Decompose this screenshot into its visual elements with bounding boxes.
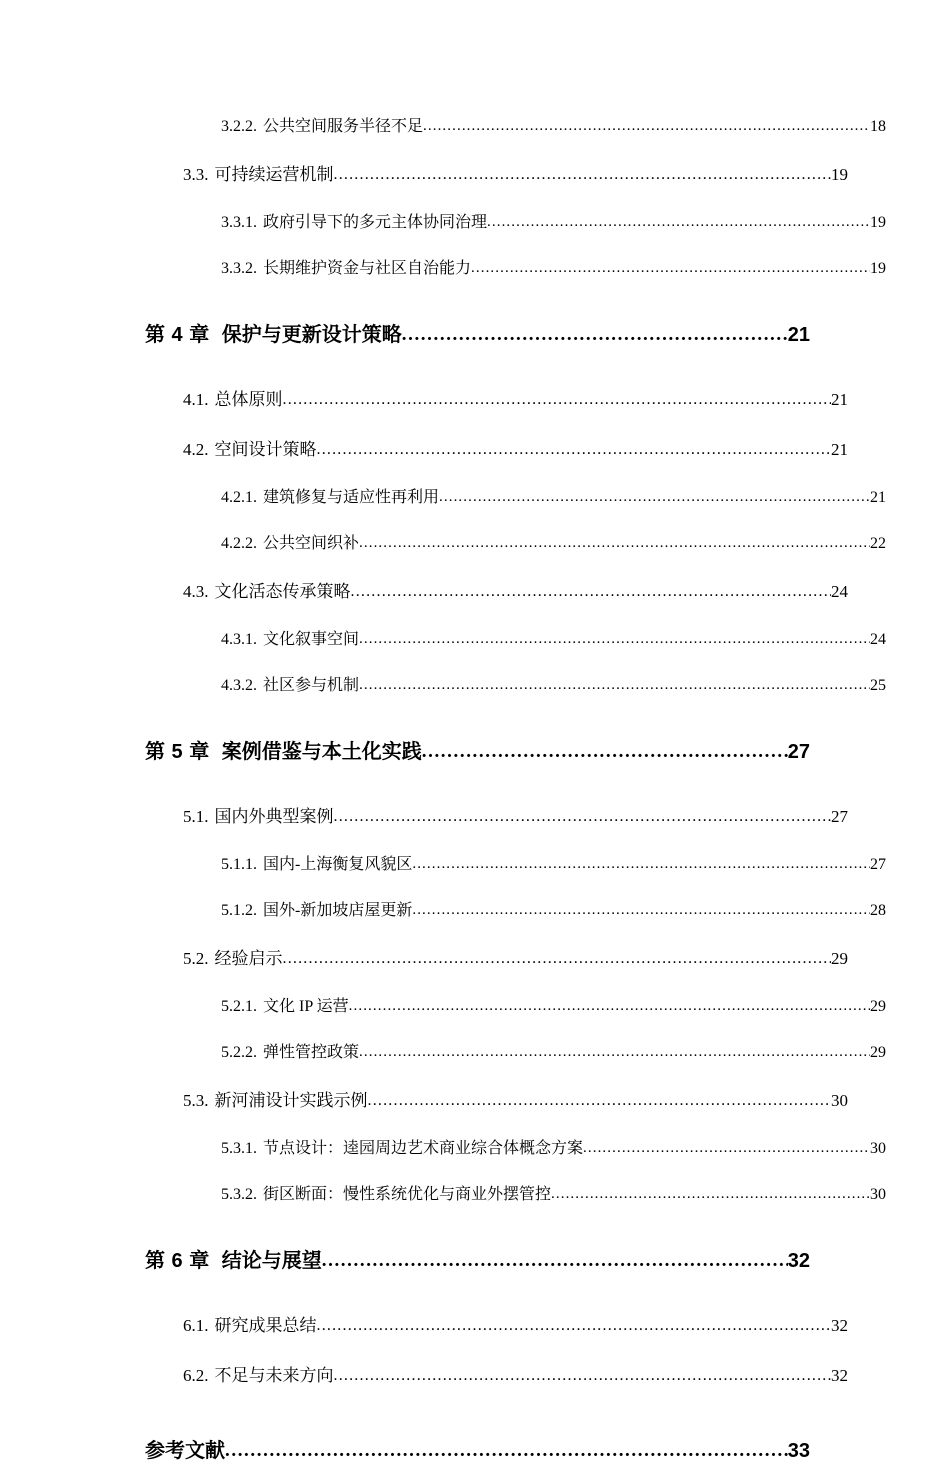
toc-entry-number: 第 4 章 (145, 324, 210, 346)
toc-entry[interactable] (145, 742, 810, 762)
toc-entry-title: 空间设计策略 (214, 440, 317, 459)
toc-entry-title: 文化叙事空间 (263, 631, 360, 648)
toc-dot-leader (368, 1093, 832, 1109)
toc-entry[interactable] (145, 325, 810, 345)
toc-entry[interactable] (221, 663, 886, 709)
toc-entry-page-number: 30 (870, 1140, 886, 1157)
toc-dot-leader (359, 632, 870, 647)
toc-entry-title: 公共空间服务半径不足 (263, 118, 424, 135)
toc-entry-label (145, 1251, 322, 1271)
toc-entry-title: 街区断面：慢性系统优化与商业外摆管控 (263, 1186, 552, 1203)
toc-entry-number: 3.2.2. (221, 118, 257, 135)
toc-entry-label (221, 1045, 359, 1061)
toc-dot-leader (412, 903, 870, 918)
toc-dot-leader (351, 584, 832, 600)
toc-entry-number: 5.3. (183, 1091, 209, 1110)
toc-dot-leader (359, 1045, 870, 1060)
toc-entry-label (183, 808, 334, 825)
toc-entry[interactable] (221, 104, 886, 150)
toc-entry-title: 文化 IP 运营 (263, 998, 349, 1015)
toc-entry-page-number: 27 (787, 741, 810, 763)
toc-entry[interactable] (221, 1126, 886, 1172)
toc-dot-leader (412, 857, 870, 872)
toc-entry-label (145, 742, 422, 762)
toc-entry[interactable] (145, 1441, 810, 1461)
toc-entry-number: 4.3.2. (221, 677, 257, 694)
toc-entry-label (183, 1092, 368, 1109)
toc-entry[interactable] (183, 934, 848, 984)
toc-dot-leader (583, 1141, 870, 1156)
toc-entry-label (183, 166, 334, 183)
toc-entry[interactable] (183, 567, 848, 617)
toc-entry-page-number: 18 (870, 118, 886, 135)
toc-entry-title: 结论与展望 (221, 1250, 322, 1272)
toc-entry[interactable] (183, 150, 848, 200)
toc-dot-leader (225, 1441, 788, 1460)
toc-entry-title: 长期维护资金与社区自治能力 (263, 260, 472, 277)
toc-entry-title: 参考文献 (145, 1440, 225, 1462)
toc-entry-number: 5.1.1. (221, 856, 257, 873)
toc-entry-title: 国内-上海衡复风貌区 (263, 856, 413, 873)
toc-entry[interactable] (145, 1251, 810, 1271)
toc-entry-title: 新河浦设计实践示例 (214, 1091, 368, 1110)
toc-entry[interactable] (183, 375, 848, 425)
toc-entry-number: 4.3. (183, 582, 209, 601)
toc-entry-page-number: 32 (831, 1316, 848, 1335)
toc-entry-title: 公共空间织补 (263, 535, 360, 552)
toc-entry[interactable] (221, 246, 886, 292)
toc-dot-leader (487, 215, 870, 230)
toc-entry-label (183, 1367, 334, 1384)
toc-entry[interactable] (183, 792, 848, 842)
toc-dot-leader (334, 167, 832, 183)
toc-entry-label (221, 215, 487, 231)
toc-dot-leader (359, 536, 870, 551)
toc-entry-page-number: 19 (831, 165, 848, 184)
toc-entry-label (221, 536, 359, 552)
toc-entry-title: 国内外典型案例 (214, 807, 334, 826)
toc-dot-leader (359, 678, 870, 693)
toc-entry-page-number: 29 (870, 998, 886, 1015)
toc-entry-page-number: 24 (870, 631, 886, 648)
toc-entry-number: 5.3.2. (221, 1186, 257, 1203)
toc-entry-label (221, 261, 471, 277)
table-of-contents (145, 104, 886, 1462)
toc-entry[interactable] (221, 1030, 886, 1076)
toc-entry-title: 案例借鉴与本土化实践 (221, 741, 422, 763)
toc-entry[interactable] (221, 521, 886, 567)
toc-entry-number: 5.1.2. (221, 902, 257, 919)
toc-entry-number: 3.3.1. (221, 214, 257, 231)
toc-entry-label (221, 857, 412, 873)
toc-entry-page-number: 32 (787, 1250, 810, 1272)
toc-dot-leader (317, 442, 832, 458)
toc-dot-leader (423, 119, 870, 134)
toc-entry-label (183, 441, 317, 458)
toc-entry-number: 4.2.1. (221, 489, 257, 506)
toc-entry-number: 4.2.2. (221, 535, 257, 552)
toc-entry[interactable] (221, 1172, 886, 1218)
toc-entry-page-number: 30 (831, 1091, 848, 1110)
toc-entry-label (145, 1441, 225, 1461)
toc-entry-number: 3.3. (183, 165, 209, 184)
toc-dot-leader (471, 261, 870, 276)
toc-entry-title: 研究成果总结 (214, 1316, 317, 1335)
toc-entry-title: 国外-新加坡店屋更新 (263, 902, 413, 919)
toc-dot-leader (439, 490, 870, 505)
toc-entry-number: 5.3.1. (221, 1140, 257, 1157)
toc-entry[interactable] (221, 475, 886, 521)
toc-entry-page-number: 24 (831, 582, 848, 601)
toc-entry-label (183, 950, 283, 967)
toc-entry-page-number: 19 (870, 214, 886, 231)
toc-entry[interactable] (183, 1076, 848, 1126)
toc-entry-number: 第 6 章 (145, 1250, 210, 1272)
toc-entry-page-number: 32 (831, 1366, 848, 1385)
toc-entry-label (221, 903, 412, 919)
toc-entry[interactable] (221, 842, 886, 888)
toc-entry-title: 节点设计：逵园周边艺术商业综合体概念方案 (263, 1140, 584, 1157)
toc-entry-title: 弹性管控政策 (263, 1044, 360, 1061)
toc-entry-number: 3.3.2. (221, 260, 257, 277)
toc-entry-page-number: 19 (870, 260, 886, 277)
toc-entry-title: 社区参与机制 (263, 677, 360, 694)
toc-entry[interactable] (183, 1301, 848, 1351)
toc-entry-number: 5.2.1. (221, 998, 257, 1015)
toc-entry-number: 6.1. (183, 1316, 209, 1335)
toc-entry-number: 4.1. (183, 390, 209, 409)
toc-entry-label (221, 678, 359, 694)
toc-entry[interactable] (221, 984, 886, 1030)
toc-entry-label (221, 1187, 551, 1203)
toc-dot-leader (334, 809, 832, 825)
toc-entry-label (183, 583, 351, 600)
toc-entry-page-number: 27 (831, 807, 848, 826)
toc-entry-page-number: 22 (870, 535, 886, 552)
toc-entry-page-number: 29 (870, 1044, 886, 1061)
toc-entry-label (221, 632, 359, 648)
toc-entry-page-number: 27 (870, 856, 886, 873)
toc-dot-leader (422, 742, 788, 761)
toc-entry-page-number: 21 (831, 440, 848, 459)
toc-entry[interactable] (221, 888, 886, 934)
toc-entry[interactable] (221, 200, 886, 246)
toc-dot-leader (283, 392, 832, 408)
toc-entry[interactable] (183, 1351, 848, 1401)
toc-entry-label (183, 391, 283, 408)
toc-entry-label (145, 325, 402, 345)
toc-entry-page-number: 33 (787, 1440, 810, 1462)
toc-dot-leader (317, 1318, 832, 1334)
toc-dot-leader (334, 1368, 832, 1384)
toc-entry-number: 6.2. (183, 1366, 209, 1385)
toc-entry-page-number: 29 (831, 949, 848, 968)
toc-entry-title: 政府引导下的多元主体协同治理 (263, 214, 488, 231)
toc-entry[interactable] (183, 425, 848, 475)
toc-entry-title: 经验启示 (214, 949, 283, 968)
toc-dot-leader (283, 951, 832, 967)
toc-entry-number: 5.2.2. (221, 1044, 257, 1061)
toc-dot-leader (551, 1187, 870, 1202)
toc-entry-number: 第 5 章 (145, 741, 210, 763)
toc-entry-label (221, 119, 423, 135)
toc-dot-leader (349, 999, 870, 1014)
toc-entry-label (221, 490, 439, 506)
toc-entry[interactable] (221, 617, 886, 663)
toc-entry-page-number: 21 (787, 324, 810, 346)
toc-entry-number: 4.2. (183, 440, 209, 459)
toc-entry-number: 5.1. (183, 807, 209, 826)
toc-entry-title: 文化活态传承策略 (214, 582, 351, 601)
toc-dot-leader (322, 1251, 788, 1270)
toc-entry-page-number: 30 (870, 1186, 886, 1203)
toc-entry-label (221, 999, 349, 1015)
toc-entry-title: 总体原则 (214, 390, 283, 409)
toc-entry-page-number: 21 (831, 390, 848, 409)
toc-entry-label (183, 1317, 317, 1334)
toc-entry-label (221, 1141, 583, 1157)
toc-entry-page-number: 28 (870, 902, 886, 919)
toc-entry-title: 可持续运营机制 (214, 165, 334, 184)
toc-entry-number: 5.2. (183, 949, 209, 968)
toc-entry-title: 建筑修复与适应性再利用 (263, 489, 440, 506)
toc-entry-title: 不足与未来方向 (214, 1366, 334, 1385)
toc-entry-number: 4.3.1. (221, 631, 257, 648)
toc-entry-page-number: 21 (870, 489, 886, 506)
toc-entry-title: 保护与更新设计策略 (221, 324, 402, 346)
toc-dot-leader (402, 325, 788, 344)
toc-entry-page-number: 25 (870, 677, 886, 694)
